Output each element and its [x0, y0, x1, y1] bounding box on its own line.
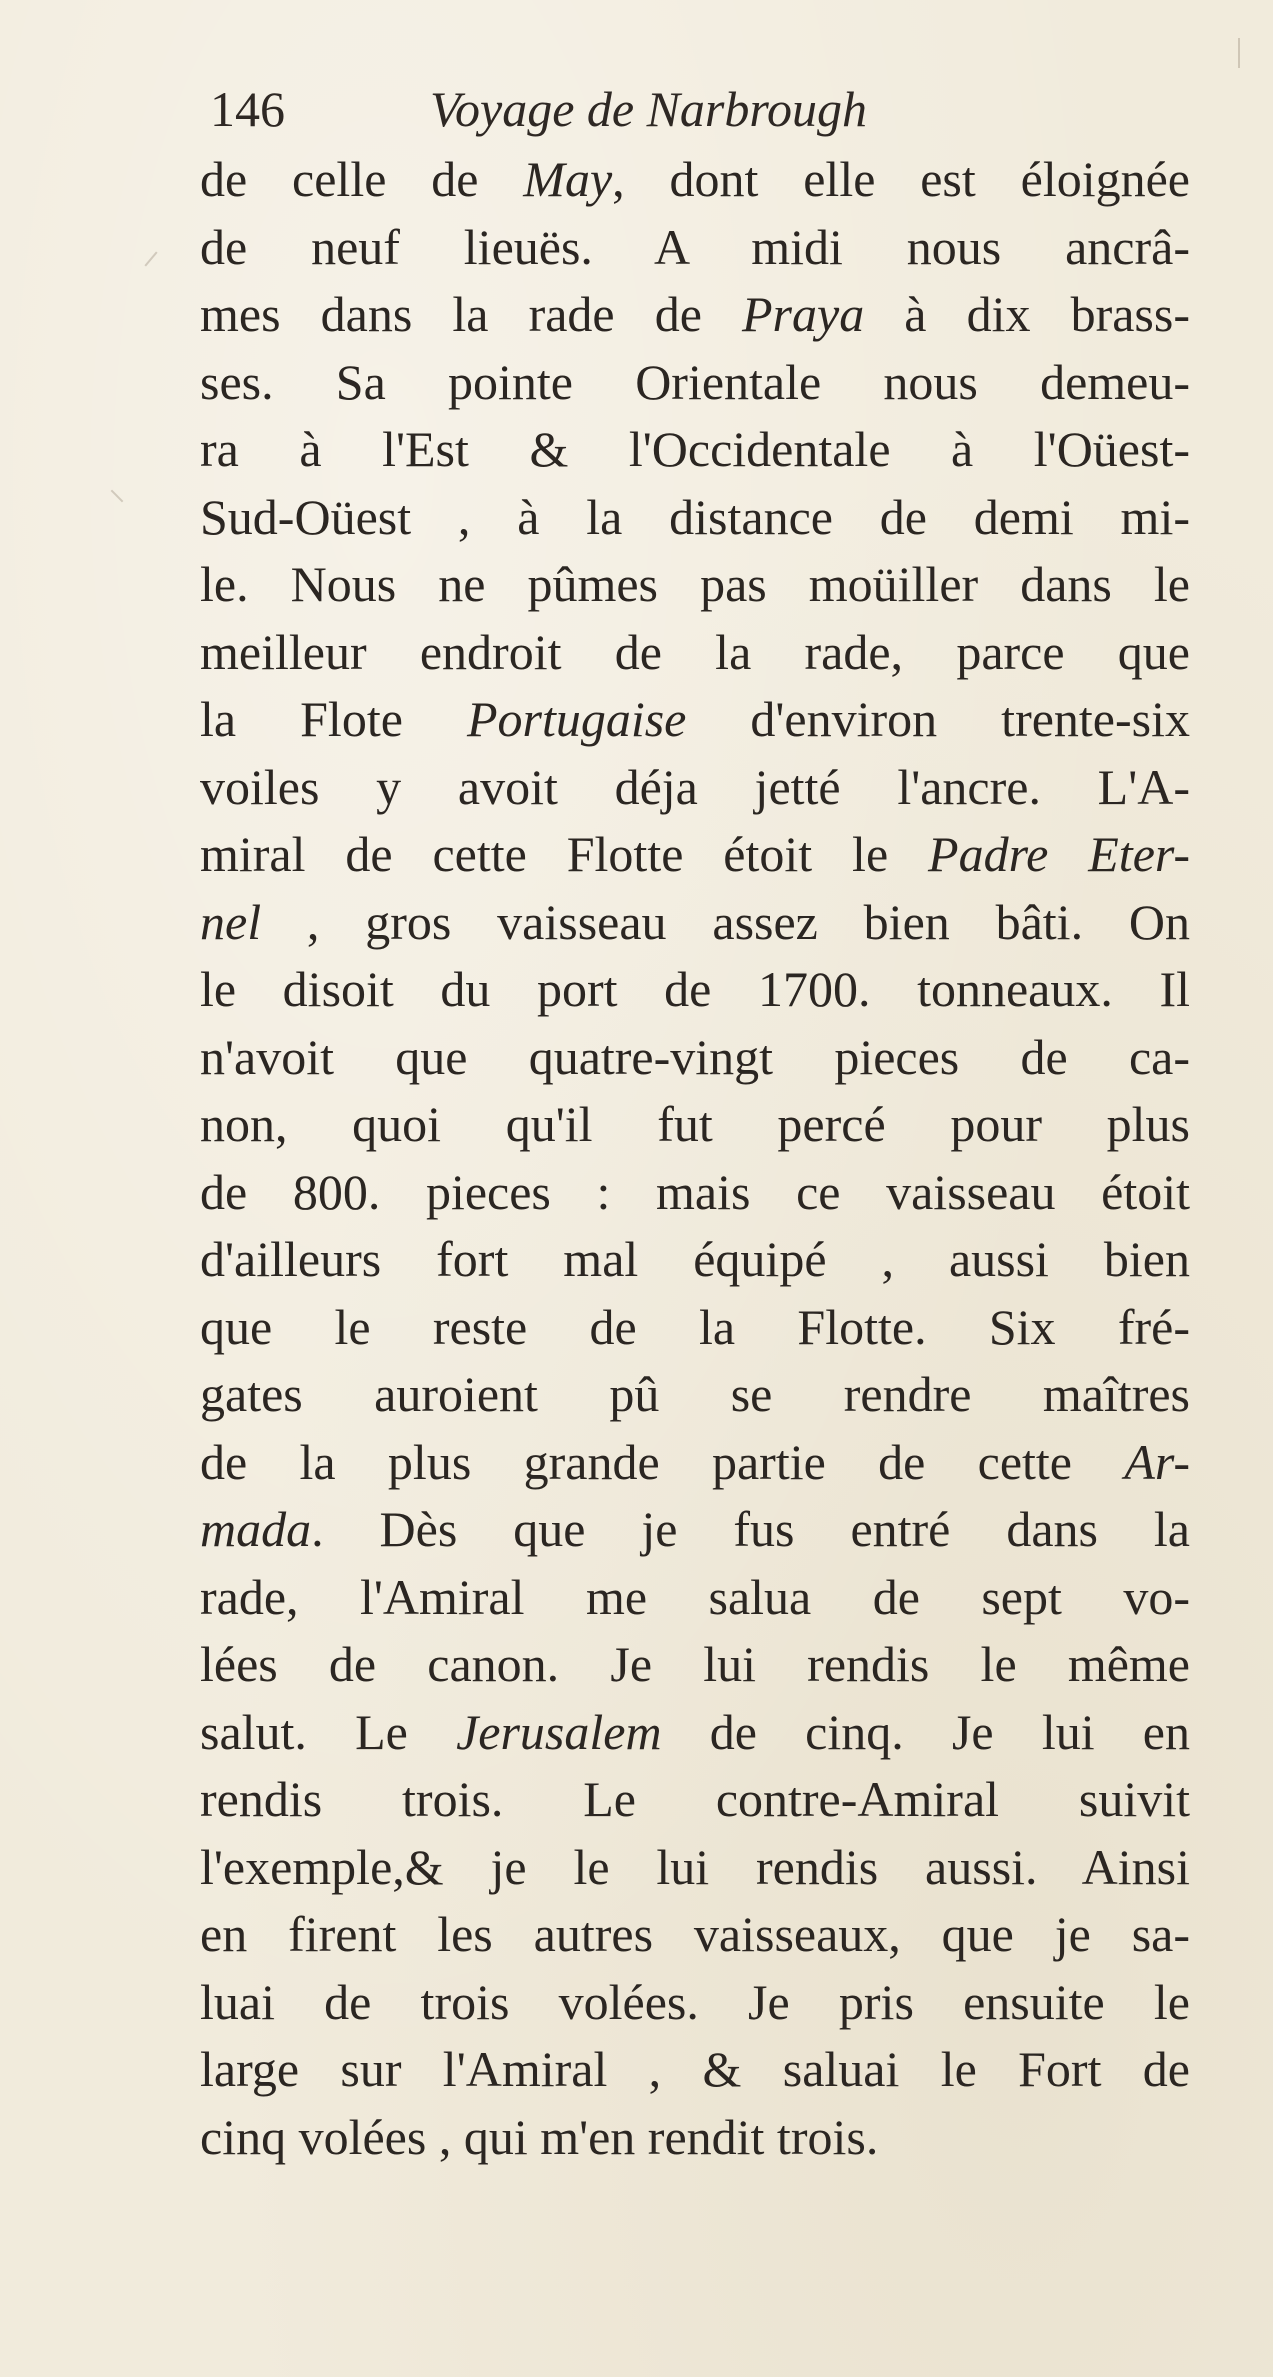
- italic-run: nel: [200, 893, 262, 950]
- italic-run: mada: [200, 1501, 312, 1557]
- text-run: en firent les autres vaisseaux, que je sa-: [200, 1906, 1190, 1962]
- text-run: d'ailleurs fort mal équipé , aussi bien: [200, 1231, 1190, 1287]
- text-line: [200, 146, 1190, 214]
- text-run: . Dès que je fus entré dans la: [311, 1501, 1190, 1557]
- text-line: [200, 281, 1190, 349]
- text-run: voiles y avoit déja jetté l'ancre. L'A-: [200, 758, 1190, 815]
- text-run: que le reste de la Flotte. Six fré-: [200, 1298, 1190, 1355]
- text-run: ses. Sa pointe Orientale nous demeu-: [200, 353, 1190, 410]
- margin-mark: [111, 490, 124, 503]
- text-run: , dont elle est éloignée: [612, 151, 1190, 207]
- text-run: de 800. pieces : mais ce vaisseau étoit: [200, 1163, 1190, 1220]
- margin-mark: [144, 251, 157, 266]
- text-line: [200, 1969, 1190, 2037]
- italic-run: Praya: [742, 286, 865, 342]
- italic-run: Padre Eter-: [928, 826, 1190, 882]
- italic-run: Ar-: [1124, 1433, 1190, 1490]
- text-line: [200, 2104, 1190, 2172]
- text-run: rade, l'Amiral me salua de sept vo-: [200, 1568, 1190, 1625]
- text-run: meilleur endroit de la rade, parce que: [200, 623, 1190, 680]
- text-line: [200, 1226, 1190, 1294]
- text-line: [200, 821, 1190, 889]
- text-line: [200, 889, 1190, 957]
- text-line: [200, 1766, 1190, 1834]
- text-line: [200, 484, 1190, 552]
- text-run: la Flote: [200, 691, 467, 747]
- text-line: [200, 754, 1190, 822]
- text-line: [200, 1091, 1190, 1159]
- text-run: le disoit du port de 1700. tonneaux. Il: [200, 961, 1190, 1017]
- text-line: [200, 1294, 1190, 1362]
- text-run: cinq volées , qui m'en rendit trois.: [200, 2108, 879, 2165]
- text-run: luai de trois volées. Je pris ensuite le: [200, 1973, 1190, 2030]
- text-line: [200, 1429, 1190, 1497]
- text-run: de la plus grande partie de cette: [200, 1433, 1125, 1490]
- text-line: [200, 1631, 1190, 1699]
- text-run: de neuf lieuës. A midi nous ancrâ-: [200, 218, 1190, 275]
- text-line: [200, 619, 1190, 687]
- body-text: [200, 146, 1190, 2171]
- text-line: [200, 349, 1190, 417]
- text-line: [200, 1496, 1190, 1564]
- text-run: large sur l'Amiral , & saluai le Fort de: [200, 2041, 1190, 2097]
- text-line: [200, 1361, 1190, 1429]
- text-line: [200, 956, 1190, 1024]
- text-run: le. Nous ne pûmes pas moüiller dans le: [200, 556, 1190, 612]
- text-run: à dix brass-: [864, 286, 1190, 342]
- text-run: lées de canon. Je lui rendis le même: [200, 1636, 1190, 1692]
- text-line: [200, 214, 1190, 282]
- text-line: [200, 1901, 1190, 1969]
- text-line: [200, 1564, 1190, 1632]
- text-run: de celle de: [200, 151, 524, 207]
- text-line: [200, 1024, 1190, 1092]
- running-head: [210, 74, 1030, 144]
- italic-run: Jerusalem: [456, 1703, 662, 1760]
- text-run: mes dans la rade de: [200, 286, 742, 342]
- text-line: [200, 1159, 1190, 1227]
- text-line: [200, 1699, 1190, 1767]
- text-run: non, quoi qu'il fut percé pour plus: [200, 1096, 1190, 1152]
- italic-run: May: [523, 151, 613, 207]
- text-run: salut. Le: [200, 1703, 457, 1760]
- text-line: [200, 686, 1190, 754]
- text-run: gates auroient pû se rendre maîtres: [200, 1366, 1190, 1422]
- italic-run: Portugaise: [466, 691, 687, 747]
- text-run: rendis trois. Le contre-Amiral suivit: [200, 1771, 1190, 1827]
- page-number: 146: [210, 81, 285, 137]
- text-run: , gros vaisseau assez bien bâti. On: [261, 893, 1190, 950]
- text-run: Sud-Oüest , à la distance de demi mi-: [200, 488, 1190, 545]
- text-run: n'avoit que quatre-vingt pieces de ca-: [200, 1028, 1190, 1085]
- text-line: [200, 1834, 1190, 1902]
- text-line: [200, 416, 1190, 484]
- text-line: [200, 2036, 1190, 2104]
- running-title: Voyage de Narbrough: [430, 81, 867, 137]
- text-run: de cinq. Je lui en: [661, 1703, 1190, 1760]
- text-run: ra à l'Est & l'Occidentale à l'Oüest-: [200, 421, 1190, 477]
- margin-mark: [1238, 38, 1240, 68]
- text-run: d'environ trente-six: [686, 691, 1190, 747]
- text-run: l'exemple,& je le lui rendis aussi. Ainsi: [200, 1838, 1190, 1895]
- text-run: miral de cette Flotte étoit le: [200, 826, 929, 882]
- text-line: [200, 551, 1190, 619]
